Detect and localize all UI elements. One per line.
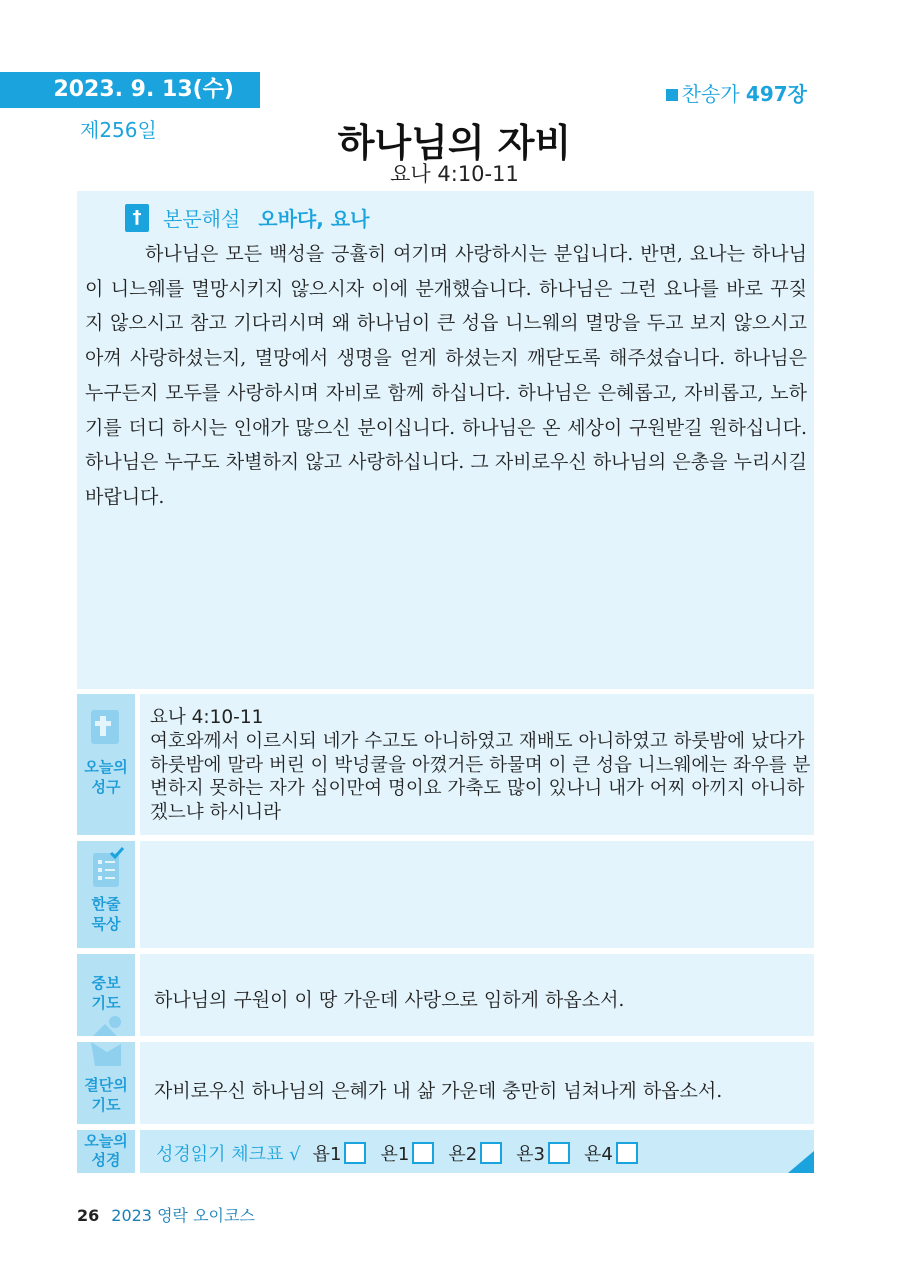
reading-side-label-1: 오늘의 — [84, 1132, 128, 1150]
bible-cross-icon: † — [125, 204, 149, 232]
checklist-item[interactable] — [516, 1140, 570, 1166]
resolution-side — [77, 1042, 135, 1124]
meditation-row — [77, 841, 814, 948]
day-counter: 제256일 — [80, 118, 157, 142]
corner-fold-icon — [788, 1151, 814, 1173]
meditation-side — [77, 841, 135, 948]
scripture-side-label-2: 성구 — [91, 778, 121, 796]
checklist-icon — [87, 847, 125, 891]
checklist-label: 성경읽기 체크표 √ — [156, 1144, 301, 1165]
checkbox[interactable] — [412, 1142, 434, 1164]
checklist-item[interactable] — [584, 1140, 638, 1166]
intercession-side-label-2: 기도 — [91, 994, 121, 1012]
square-bullet-icon — [666, 89, 678, 101]
meditation-side-label-2: 묵상 — [91, 915, 121, 933]
scripture-row — [77, 694, 814, 835]
reading-side-label-2: 성경 — [91, 1151, 121, 1169]
page-number: 26 — [77, 1206, 100, 1225]
resolution-content — [140, 1042, 814, 1124]
scripture-reference: 요나 4:10-11 — [390, 162, 519, 186]
checklist-item-label: 욘2 — [448, 1144, 478, 1165]
meditation-content[interactable] — [140, 841, 814, 948]
scripture-passage-text: 여호와께서 이르시되 네가 수고도 아니하였고 재배도 아니하였고 하룻밤에 났다가 하룻밤에 말라 버린 이 박넝쿨을 아꼈거든 하물며 이 큰 성읍 니느웨에는 좌우를 분변하지 못하는 자가 십이만여 명이요 가축도 많이 있나니 내가 어찌 아끼지 아니하겠느냐 하시니라 — [150, 730, 811, 824]
checklist-item[interactable] — [380, 1140, 434, 1166]
checklist-item-label: 욘3 — [516, 1144, 546, 1165]
checklist-item[interactable] — [448, 1140, 502, 1166]
praying-body-icon — [87, 1042, 127, 1068]
reading-row — [77, 1130, 814, 1173]
checklist-item-label: 욘1 — [380, 1144, 410, 1165]
checkbox[interactable] — [480, 1142, 502, 1164]
checkbox[interactable] — [548, 1142, 570, 1164]
scripture-passage — [150, 706, 815, 825]
commentary-body: 하나님은 모든 백성을 긍휼히 여기며 사랑하시는 분입니다. 반면, 요나는 하나님이 니느웨를 멸망시키지 않으시자 이에 분개했습니다. 하나님은 그런 요나를 바로 꾸짖지 않으시고 참고 기다리시며 왜 하나님이 큰 성읍 니느웨의 멸망을 두고 보지 않으시고 아껴 사랑하셨는지, 멸망에서 생명을 얻게 하셨는지 깨닫도록 해주셨습니다. 하나님은 누구든지 모두를 사랑하시며 자비로 함께 하십니다. 하나님은 은혜롭고, 자비롭고, 노하기를 더디 하시는 인애가 많으신 분이십니다. 하나님은 온 세상이 구원받길 원하십니다. 하나님은 누구도 차별하지 않고 사랑하십니다. 그 자비로우신 하나님의 은총을 누리시길 바랍니다. — [85, 243, 807, 508]
scripture-side — [77, 694, 135, 835]
checkbox[interactable] — [344, 1142, 366, 1164]
reading-checklist — [156, 1140, 652, 1166]
scripture-passage-ref: 요나 4:10-11 — [150, 707, 264, 728]
resolution-row — [77, 1042, 814, 1124]
reading-content — [140, 1130, 814, 1173]
checklist-item[interactable] — [313, 1140, 367, 1166]
commentary-heading — [125, 203, 369, 232]
meditation-side-label-1: 한줄 — [91, 895, 121, 913]
resolution-text: 자비로우신 하나님의 은혜가 내 삶 가운데 충만히 넘쳐나게 하옵소서. — [154, 1080, 723, 1102]
resolution-side-label-2: 기도 — [91, 1096, 121, 1114]
commentary-heading-label: 본문해설 — [163, 207, 241, 231]
checkbox[interactable] — [616, 1142, 638, 1164]
praying-person-icon — [87, 1014, 127, 1036]
date-banner: 2023. 9. 13(수) — [0, 72, 260, 108]
scripture-content — [140, 694, 814, 835]
intercession-side — [77, 954, 135, 1036]
intercession-text: 하나님의 구원이 이 땅 가운데 사랑으로 임하게 하옵소서. — [154, 989, 625, 1011]
intercession-row — [77, 954, 814, 1036]
hymn-info — [666, 78, 807, 107]
page-footer — [77, 1203, 255, 1226]
resolution-side-label-1: 결단의 — [84, 1076, 128, 1094]
checklist-item-label: 욘4 — [584, 1144, 613, 1165]
scripture-side-label-1: 오늘의 — [84, 758, 128, 776]
hymn-number: 497장 — [745, 82, 807, 106]
intercession-side-label-1: 중보 — [91, 974, 121, 992]
reading-side — [77, 1130, 135, 1173]
book-title: 2023 영락 오이코스 — [111, 1206, 255, 1225]
hymn-label: 찬송가 — [681, 82, 740, 106]
page-title: 하나님의 자비 — [337, 121, 572, 165]
commentary-panel — [77, 191, 814, 689]
commentary-books: 오바댜, 요나 — [258, 207, 370, 231]
intercession-content — [140, 954, 814, 1036]
checklist-item-label: 욥1 — [312, 1144, 342, 1165]
bible-icon — [87, 708, 125, 748]
